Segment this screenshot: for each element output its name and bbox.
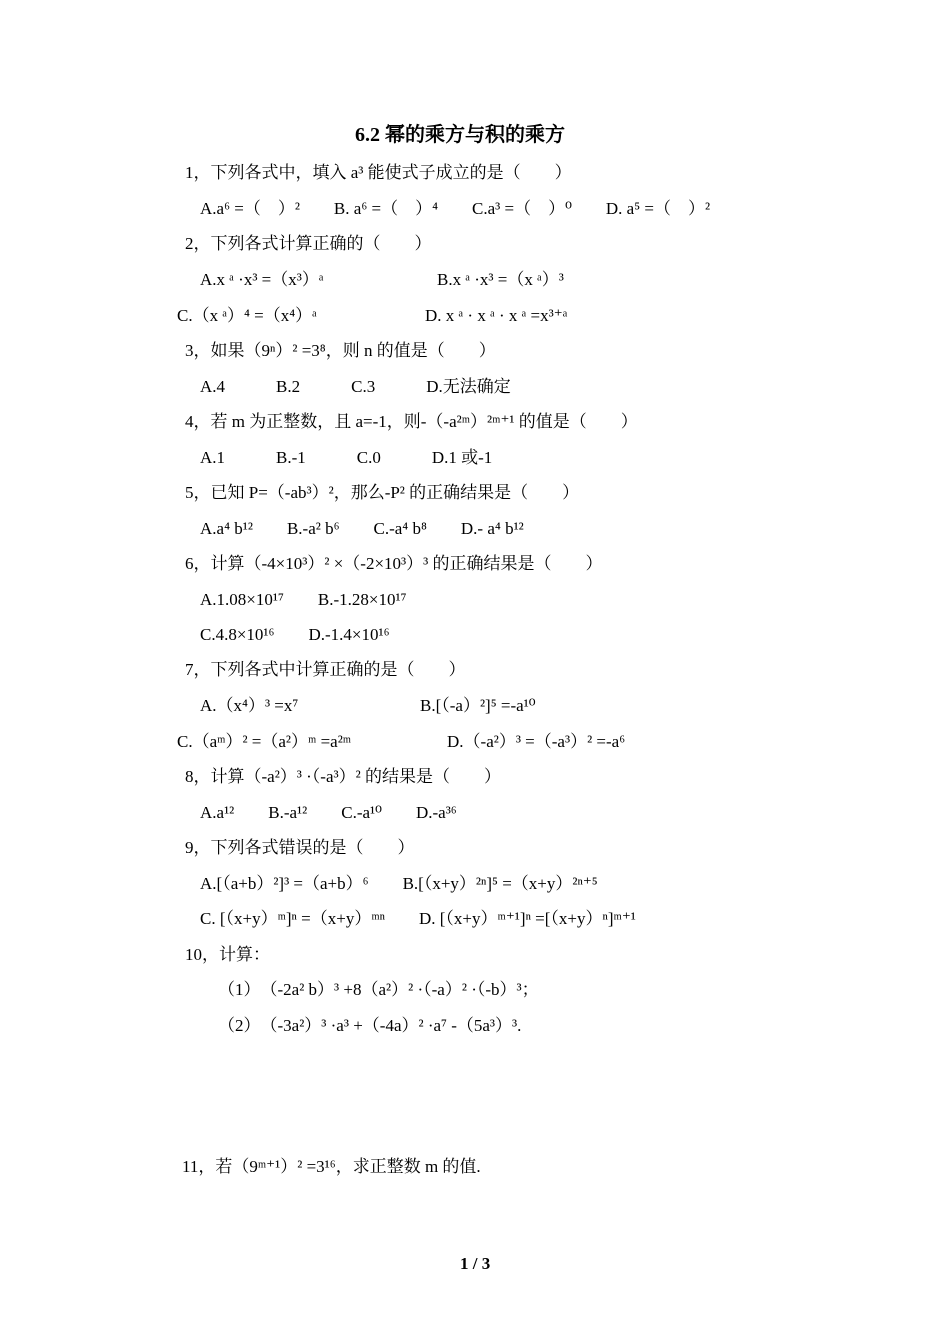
question-3-options: A.4 B.2 C.3 D.无法确定 (200, 377, 511, 396)
question-2: 2，下列各式计算正确的（ ） (185, 234, 432, 253)
question-2-option-c: C.（x ᵃ）⁴ =（x⁴）ᵃ (177, 306, 317, 325)
page-number: 1 / 3 (460, 1254, 491, 1273)
question-7-option-c: C.（aᵐ）² =（a²）ᵐ =a²ᵐ (177, 732, 352, 751)
question-5-options: A.a⁴ b¹² B.-a² b⁶ C.-a⁴ b⁸ D.- a⁴ b¹² (200, 519, 524, 538)
question-2-option-d: D. x ᵃ · x ᵃ · x ᵃ =x³⁺ᵃ (425, 306, 568, 325)
question-8: 8，计算（-a²）³ ·（-a³）² 的结果是（ ） (185, 767, 501, 786)
question-5: 5，已知 P=（-ab³）²，那么-P² 的正确结果是（ ） (185, 483, 580, 502)
question-7: 7，下列各式中计算正确的是（ ） (185, 660, 466, 679)
question-6: 6，计算（-4×10³）² ×（-2×10³）³ 的正确结果是（ ） (185, 554, 603, 573)
question-6-options-ab: A.1.08×10¹⁷ B.-1.28×10¹⁷ (200, 590, 407, 609)
question-6-options-cd: C.4.8×10¹⁶ D.-1.4×10¹⁶ (200, 625, 390, 644)
question-7-option-a: A.（x⁴）³ =x⁷ (200, 696, 299, 715)
question-3: 3，如果（9ⁿ）² =3⁸，则 n 的值是（ ） (185, 341, 496, 360)
question-2-option-a: A.x ᵃ ·x³ =（x³）ᵃ (200, 270, 324, 289)
question-1: 1，下列各式中，填入 a³ 能使式子成立的是（ ） (185, 163, 572, 182)
question-10: 10，计算： (185, 945, 270, 964)
question-2-option-b: B.x ᵃ ·x³ =（x ᵃ）³ (437, 270, 564, 289)
question-7-option-d: D.（-a²）³ =（-a³）² =-a⁶ (447, 732, 626, 751)
question-10-part-1: （1） （-2a² b）³ +8（a²）² ·（-a）² ·（-b）³； (218, 980, 539, 999)
question-9: 9，下列各式错误的是（ ） (185, 838, 415, 857)
question-8-options: A.a¹² B.-a¹² C.-a¹⁰ D.-a³⁶ (200, 803, 457, 822)
question-10-part-2: （2） （-3a²）³ ·a³ +（-4a）² ·a⁷ -（5a³）³. (218, 1016, 522, 1035)
question-7-option-b: B.[（-a）²]⁵ =-a¹⁰ (420, 696, 536, 715)
question-9-options-ab: A.[（a+b）²]³ =（a+b）⁶ B.[（x+y）²ⁿ]⁵ =（x+y）²ⁿ⁺⁵ (200, 874, 598, 893)
question-9-options-cd: C. [（x+y）ᵐ]ⁿ =（x+y）ᵐⁿ D. [（x+y）ᵐ⁺¹]ⁿ =[（x+y）ⁿ]ᵐ⁺¹ (200, 909, 636, 928)
question-4-options: A.1 B.-1 C.0 D.1 或-1 (200, 448, 493, 467)
question-11: 11，若（9ᵐ⁺¹）² =3¹⁶，求正整数 m 的值. (182, 1157, 481, 1176)
question-1-options: A.a⁶ =（ ）² B. a⁶ =（ ）⁴ C.a³ =（ ）⁰ D. a⁵ =（ ）² (200, 199, 711, 218)
page-title: 6.2 幂的乘方与积的乘方 (355, 124, 565, 146)
question-4: 4，若 m 为正整数，且 a=-1，则-（-a²ᵐ）²ᵐ⁺¹ 的值是（ ） (185, 412, 638, 431)
